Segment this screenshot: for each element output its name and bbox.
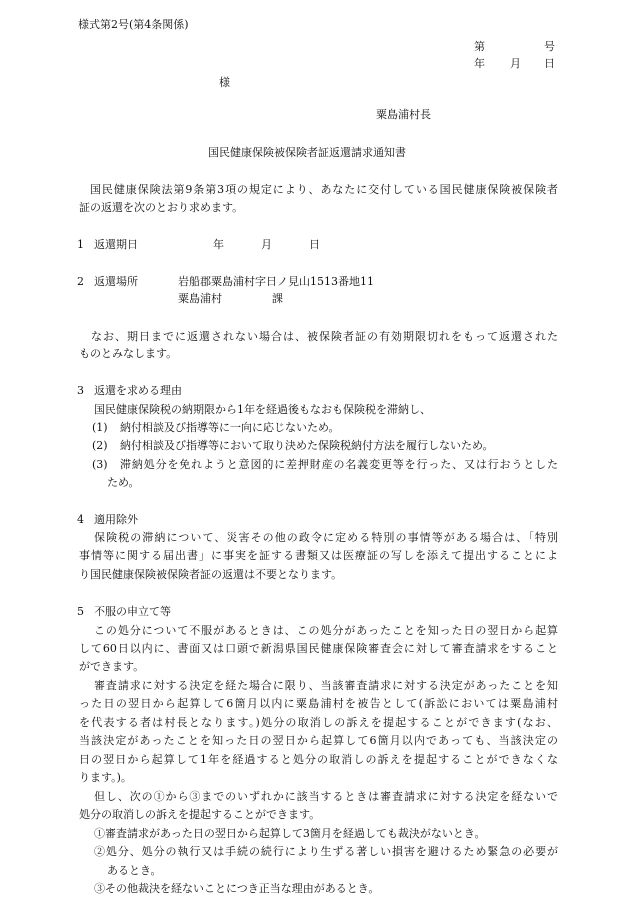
section-4-heading: 適用除外 (94, 513, 138, 526)
section-4-line-3: り国民健康保険被保険者証の返還は不要となります。 (79, 568, 343, 581)
appeal-p2-line-3: を代表する者は村長となります。)処分の取消しの訴えを提起することができます(なお、 (79, 716, 558, 729)
section-1-number: 1 (77, 238, 84, 251)
reason-2-text: 納付相談及び指導等において取り決めた保険税納付方法を履行しないため。 (120, 439, 494, 452)
return-date-month: 月 (261, 238, 272, 251)
appeal-p3-line-2: 処分の取消しの訴えを提起することができます。 (79, 808, 321, 821)
date-day-label: 日 (544, 57, 555, 70)
appeal-p2-line-6: ります。)。 (79, 771, 132, 784)
return-office-suffix: 課 (272, 292, 283, 305)
section-4-line-1: 保険税の滞納について、災害その他の政令に定める特別の事情等がある場合は、「特別 (94, 531, 558, 544)
return-office-prefix: 粟島浦村 (178, 292, 222, 305)
appeal-p3-line-1: 但し、次の①から③までのいずれかに該当するときは審査請求に対する決定を経ないで (94, 790, 558, 803)
form-id: 様式第2号(第4条関係) (78, 18, 189, 31)
exception-case-3: ③その他裁決を経ないことにつき正当な理由があるとき。 (94, 882, 380, 895)
exception-case-2-cont: あるとき。 (107, 864, 162, 877)
date-year-label: 年 (474, 57, 485, 70)
return-date-day: 日 (309, 238, 320, 251)
reason-3-text-cont: ため。 (107, 476, 140, 489)
section-4-line-2: 事情等に関する届出書」に事実を証する書類又は医療証の写しを添えて提出することによ (79, 549, 558, 562)
section-5-number: 5 (77, 605, 84, 618)
section-3-heading: 返還を求める理由 (94, 384, 182, 397)
exception-case-2: ②処分、処分の執行又は手続の続行により生ずる著しい損害を避けるため緊急の必要が (94, 845, 558, 858)
appeal-p1-line-3: ができます。 (79, 660, 145, 673)
exception-case-1: ①審査請求があった日の翌日から起算して3箇月を経過しても裁決がないとき。 (94, 827, 486, 840)
section-2-heading: 返還場所 (94, 275, 138, 288)
return-address: 岩船郡粟島浦村字日ノ見山1513番地11 (178, 275, 374, 288)
section-3-lead: 国民健康保険税の納期限から1年を経過後もなおも保険税を滞納し、 (94, 403, 431, 416)
document-number-prefix: 第 (474, 40, 485, 53)
section-3-number: 3 (77, 384, 84, 397)
appeal-p2-line-2: った日の翌日から起算して6箇月以内に粟島浦村を被告として(訴訟においては粟島浦村 (79, 697, 558, 710)
appeal-p2-line-4: 当該決定があったことを知った日の翌日から起算して6箇月以内であっても、当該決定の (79, 734, 558, 747)
intro-line-2: 証の返還を次のとおり求めます。 (79, 201, 244, 214)
page-title: 国民健康保険被保険者証返還請求通知書 (208, 146, 406, 159)
section-4-number: 4 (77, 513, 84, 526)
reason-1-number: (1) (92, 421, 108, 434)
appeal-p1-line-1: この処分について不服があるときは、この処分があったことを知った日の翌日から起算 (94, 624, 558, 637)
appeal-p2-line-5: 日の翌日から起算して1年を経過すると処分の取消しの訴えを提起することができなくな (79, 753, 558, 766)
intro-line-1: 国民健康保険法第9条第3項の規定により、あなたに交付している国民健康保険被保険者 (90, 183, 558, 196)
reason-3-number: (3) (92, 458, 108, 471)
reason-2-number: (2) (92, 439, 108, 452)
reason-1-text: 納付相談及び指導等に一向に応じないため。 (120, 421, 340, 434)
note-line-1: なお、期日までに返還されない場合は、被保険者証の有効期限切れをもって返還された (91, 330, 558, 343)
appeal-p1-line-2: して60日以内に、書面又は口頭で新潟県国民健康保険審査会に対して審査請求をすること (79, 642, 558, 655)
appeal-p2-line-1: 審査請求に対する決定を経た場合に限り、当該審査請求に対する決定があったことを知 (94, 679, 558, 692)
section-1-heading: 返還期日 (94, 238, 138, 251)
date-month-label: 月 (510, 57, 521, 70)
section-5-heading: 不服の申立て等 (94, 605, 171, 618)
addressee-suffix: 様 (219, 76, 230, 89)
document-number-suffix: 号 (544, 40, 555, 53)
note-line-2: ものとみなします。 (79, 347, 178, 360)
issuer: 粟島浦村長 (376, 108, 431, 121)
section-2-number: 2 (77, 275, 84, 288)
reason-3-text: 滞納処分を免れようと意図的に差押財産の名義変更等を行った、又は行おうとした (120, 458, 558, 471)
return-date-year: 年 (213, 238, 224, 251)
